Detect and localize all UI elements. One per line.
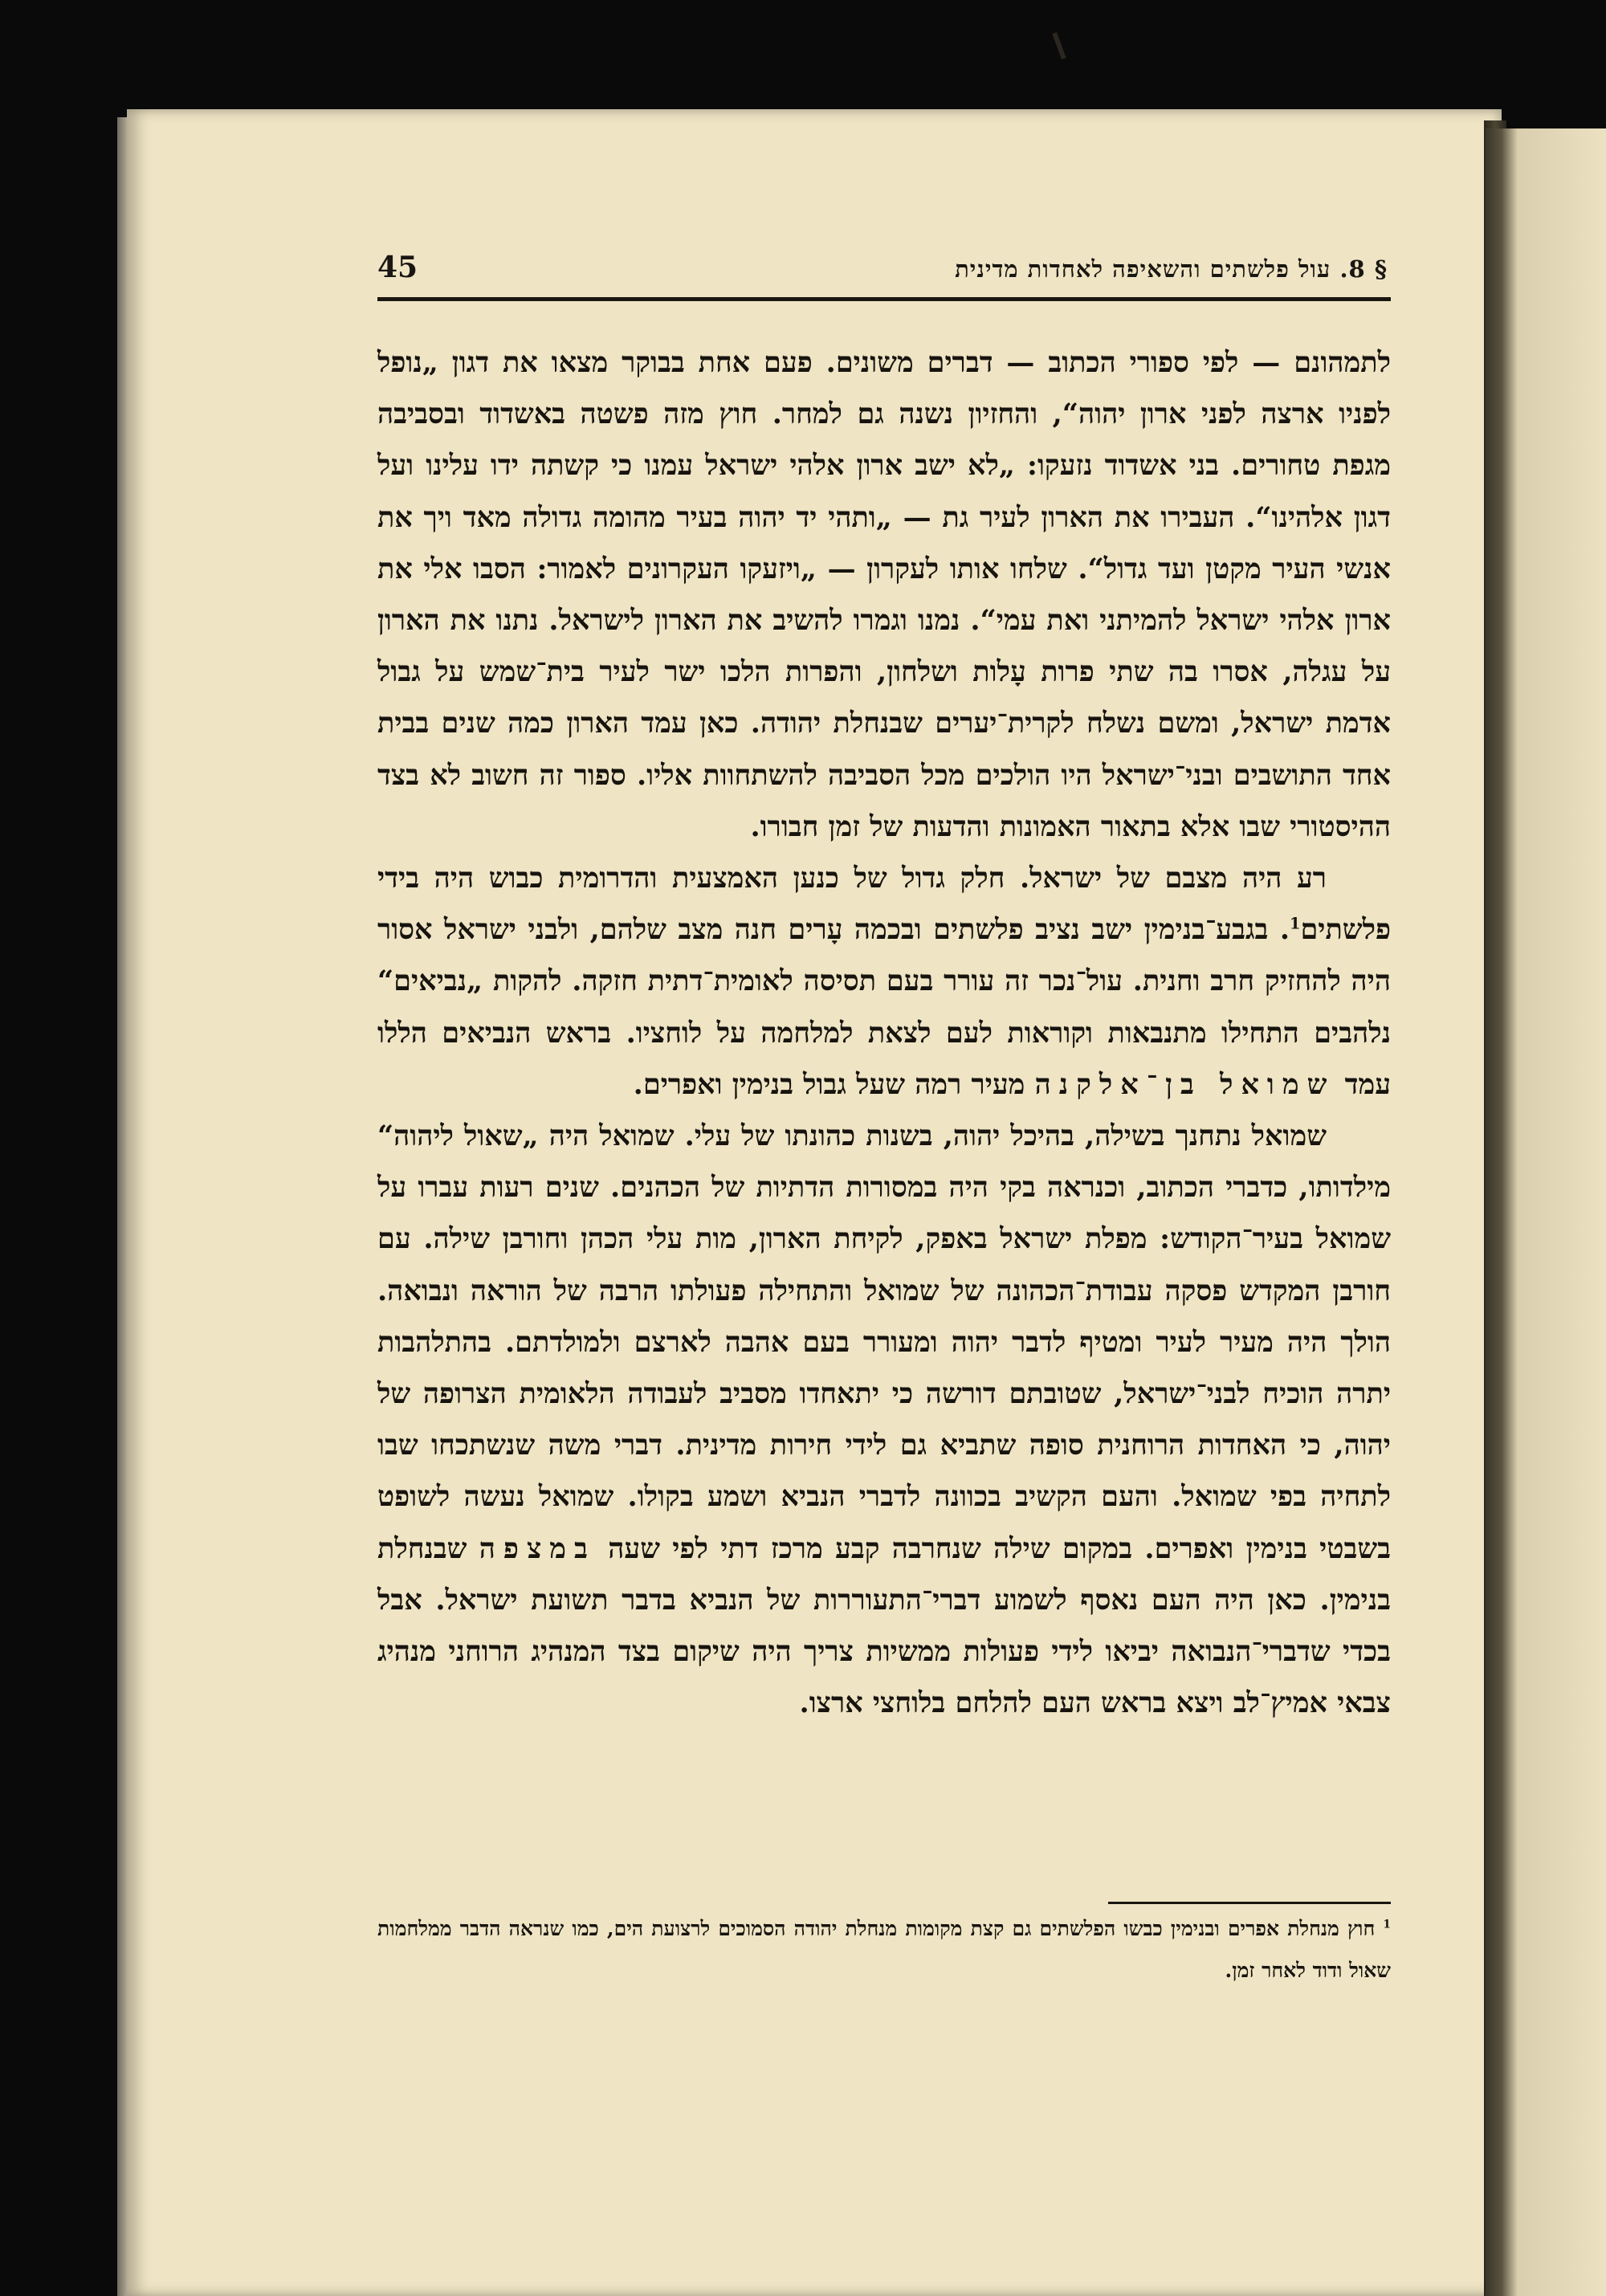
page-number: 45 [377,251,418,284]
footnote-text: חוץ מנחלת אפרים ובנימין כבשו הפלשתים גם קצת מקומות מנחלת יהודה הסמוכים לרצועת הים, כמו שנראה הדבר ממלחמות שאול ודוד לאחר זמן. [377,1917,1391,1982]
footnote-rule [1108,1902,1391,1904]
body-text [377,337,1391,1729]
paragraph-text: . בגבע־בנימין ישב נציב פלשתים ובכמה עָרים חנה מצב שלהם, ולבני ישראל אסור היה להחזיק חרב וחנית. עול־נכר זה עורר בעם תסיסה לאומית־דתית חזקה. להקות „נביאים“ נלהבים התחילו מתנבאות וקוראות לעם לצאת למלחמה על לוחציו. בראש הנביאים הללו עמד [377,913,1391,1101]
spaced-place-name: במצפה [479,1531,596,1565]
running-head: § 8. עול פלשתים והשאיפה לאחדות מדינית [955,255,1388,283]
paragraph [377,853,1391,1111]
header-rule [377,297,1391,301]
footnotes [377,1908,1391,1992]
paragraph [377,337,1391,853]
footnote-marker: 1 [1383,1918,1391,1931]
paragraph-text: רע היה מצבם של ישראל. חלק גדול של כנען האמצעית והדרומית כבוש היה בידי פלשתים [377,862,1391,947]
facing-page-edge [1486,128,1606,2296]
paragraph-text: מעיר רמה שעל גבול בנימין ואפרים. [633,1067,1025,1101]
spaced-name: שמואל בן־אלקנה [1034,1067,1335,1101]
paragraph-text: לתמהונם — לפי ספורי הכתוב — דברים משונים. פעם אחת בבוקר מצאו את דגון „נופל לפניו ארצה לפני ארון יהוה“, והחזיון נשנה גם למחר. חוץ מזה פשטה באשדוד ובסביבה מגפת טחורים. בני אשדוד נזעקו: „לא ישב ארון אלהי ישראל עמנו כי קשתה ידו עלינו ועל דגון אלהינו“. העבירו את הארון לעיר גת — „ותהי יד יהוה בעיר מהומה גדולה מאד ויך את אנשי העיר מקטן ועד גדול“. שלחו אותו לעקרון — „ויזעקו העקרונים לאמור: הסבו אלי את ארון אלהי ישראל להמיתני ואת עמי“. נמנו וגמרו להשיב את הארון לישראל. נתנו את הארון על עגלה, אסרו בה שתי פרות עָלות ושלחון, והפרות הלכו ישר לעיר בית־שמש על גבול אדמת ישראל, ומשם נשלח לקרית־יערים שבנחלת יהודה. כאן עמד הארון כמה שנים בבית אחד התושבים ובני־ישראל היו הולכים מכל הסביבה להשתחוות אליו. ספור זה חשוב לא בצד ההיסטורי שבו אלא בתאור האמונות והדעות של זמן חבורו. [377,346,1391,843]
paragraph-text: שמואל נתחנך בשילה, בהיכל יהוה, בשנות כהונתו של עלי. שמואל היה „שאול ליהוה“ מילדותו, כדברי הכתוב, וכנראה בקי היה במסורות הדתיות של הכהנים. שנים רעות עברו על שמואל בעיר־הקודש: מפלת ישראל באפק, לקיחת הארון, מות עלי הכהן וחורבן שילה. עם חורבן המקדש פסקה עבודת־הכהונה של שמואל והתחילה פעולתו הרבה של הוראה ונבואה. הולך היה מעיר לעיר ומטיף לדבר יהוה ומעורר בעם אהבה לארצם ולמולדתם. בהתלהבות יתרה הוכיח לבני־ישראל, שטובתם דורשה כי יתאחדו מסביב לעבודה הלאומית הצרופה של יהוה, כי האחדות הרוחנית סופה שתביא גם לידי חירות מדינית. דברי משה שנשתכחו שבו לתחיה בפי שמואל. והעם הקשיב בכוונה לדברי הנביא ושמע בקולו. שמואל נעשה לשופט בשבטי בנימין ואפרים. במקום שילה שנחרבה קבע מרכז דתי לפי שעה [377,1119,1392,1565]
paragraph [377,1111,1391,1729]
paragraph-text: שבנחלת בנימין. כאן היה העם נאסף לשמוע דברי־התעוררות של הנביא בדבר תשועת ישראל. אבל בכדי שדברי־הנבואה יביאו לידי פעולות ממשיות צריך היה שיקום בצד המנהיג הרוחני מנהיג צבאי אמיץ־לב ויצא בראש העם להלחם בלוחצי ארצו. [377,1531,1391,1720]
footnote-marker: 1 [1290,914,1301,933]
footnote [377,1908,1391,1992]
